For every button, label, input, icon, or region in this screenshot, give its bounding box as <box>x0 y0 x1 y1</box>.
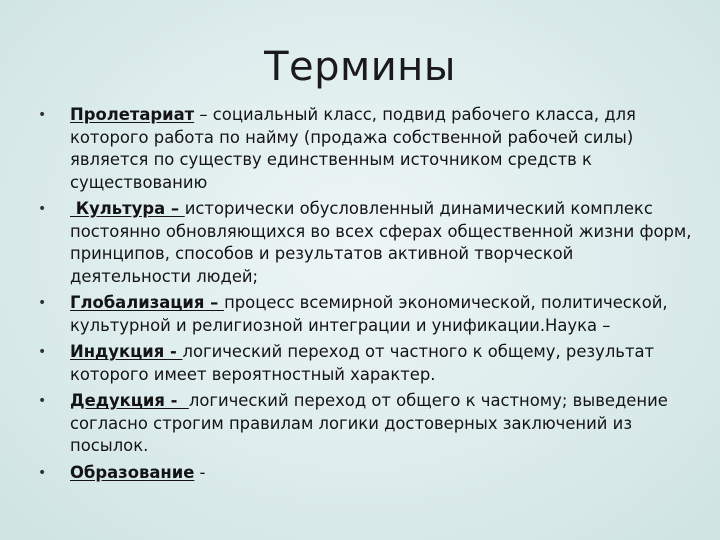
term-definition: исторически обусловленный динамический комплекс постоянно обновляющихся во всех сферах общественной жизни форм, принципов, способов и результатов активной творческой деятельности людей; <box>70 199 692 286</box>
term-item-education <box>38 462 698 485</box>
slide-title: Термины <box>264 44 456 90</box>
term-definition: логический переход от частного к общему, результат которого имеет вероятностный характер. <box>70 342 655 384</box>
term-definition: - <box>194 462 206 482</box>
term-label: Индукция - <box>70 342 183 361</box>
term-label: Дедукция - <box>70 391 189 410</box>
term-label: Глобализация – <box>70 293 225 312</box>
term-item-culture <box>38 198 698 288</box>
bullet-icon: • <box>38 201 47 217</box>
term-item-induction <box>38 341 698 386</box>
term-item-deduction <box>38 390 698 458</box>
bullet-icon: • <box>38 295 47 311</box>
term-label: Культура – <box>70 199 185 218</box>
bullet-icon: • <box>38 464 47 481</box>
bullet-icon: • <box>38 344 47 360</box>
term-label: Пролетариат <box>70 105 195 124</box>
term-label: Образование <box>70 462 195 482</box>
term-definition: процесс всемирной экономической, политической, культурной и религиозной интеграции и унификации.Наука – <box>70 293 668 335</box>
bullet-icon: • <box>38 393 47 409</box>
term-item-globalization <box>38 292 698 337</box>
term-item-proletariat <box>38 104 698 194</box>
bullet-icon: • <box>38 107 47 123</box>
term-definition: – социальный класс, подвид рабочего класса, для которого работа по найму (продажа собственной рабочей силы) является по существу единственным источником средств к существованию <box>70 105 636 192</box>
term-list <box>38 104 698 488</box>
term-definition: логический переход от общего к частному; выведение согласно строгим правилам логики достоверных заключений из посылок. <box>70 391 668 455</box>
